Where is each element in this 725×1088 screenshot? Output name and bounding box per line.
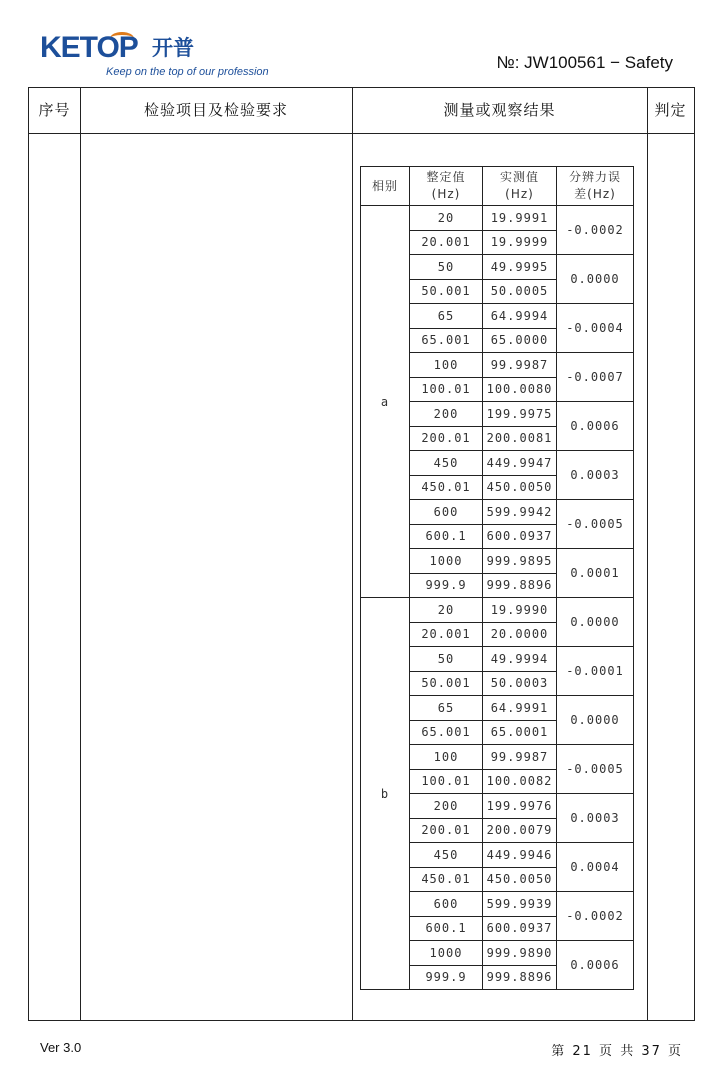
setting-value-cell: 50.001 — [410, 279, 483, 304]
setting-value-cell: 200 — [410, 794, 483, 819]
measured-value-cell: 199.9976 — [483, 794, 557, 819]
resolution-error-cell: -0.0001 — [557, 647, 634, 696]
frequency-measurement-table — [360, 166, 634, 990]
measured-value-cell: 999.8896 — [483, 965, 557, 990]
measured-value-cell: 600.0937 — [483, 916, 557, 941]
measured-value-cell: 200.0079 — [483, 818, 557, 843]
measured-value-cell: 600.0937 — [483, 524, 557, 549]
setting-value-cell: 65 — [410, 304, 483, 329]
column-header-item: 检验项目及检验要求 — [143, 101, 288, 119]
setting-value-cell: 50 — [410, 255, 483, 280]
measured-value-cell: 49.9995 — [483, 255, 557, 280]
measured-value-cell: 599.9939 — [483, 892, 557, 917]
resolution-error-cell: 0.0006 — [557, 941, 634, 990]
setting-value-cell: 65.001 — [410, 328, 483, 353]
setting-value-cell: 450 — [410, 451, 483, 476]
header-resolution-error: 分辨力误 差(Hz) — [557, 167, 634, 206]
measured-value-cell: 99.9987 — [483, 745, 557, 770]
resolution-error-cell: 0.0003 — [557, 451, 634, 500]
column-header-seq: 序号 — [38, 101, 71, 119]
resolution-error-cell: 0.0001 — [557, 549, 634, 598]
resolution-error-cell: 0.0004 — [557, 843, 634, 892]
measured-value-cell: 450.0050 — [483, 475, 557, 500]
measured-value-cell: 65.0000 — [483, 328, 557, 353]
setting-value-cell: 20 — [410, 598, 483, 623]
measured-value-cell: 199.9975 — [483, 402, 557, 427]
setting-value-cell: 450.01 — [410, 867, 483, 892]
measured-value-cell: 100.0082 — [483, 769, 557, 794]
measured-value-cell: 449.9947 — [483, 451, 557, 476]
header-phase: 相别 — [361, 167, 410, 206]
measured-value-cell: 49.9994 — [483, 647, 557, 672]
measured-value-cell: 200.0081 — [483, 426, 557, 451]
resolution-error-cell: 0.0000 — [557, 598, 634, 647]
column-header-result: 测量或观察结果 — [443, 101, 556, 119]
resolution-error-cell: 0.0003 — [557, 794, 634, 843]
measured-value-cell: 64.9991 — [483, 696, 557, 721]
table-header-row — [361, 167, 634, 206]
setting-value-cell: 50.001 — [410, 671, 483, 696]
measured-value-cell: 450.0050 — [483, 867, 557, 892]
divider-seq — [80, 88, 81, 1020]
logo-slogan: Keep on the top of our profession — [106, 66, 269, 78]
table-row — [361, 598, 634, 623]
setting-value-cell: 65.001 — [410, 720, 483, 745]
measured-value-cell: 19.9990 — [483, 598, 557, 623]
measured-value-cell: 65.0001 — [483, 720, 557, 745]
table-row — [361, 206, 634, 231]
measured-value-cell: 19.9991 — [483, 206, 557, 231]
setting-value-cell: 20 — [410, 206, 483, 231]
setting-value-cell: 100.01 — [410, 769, 483, 794]
phase-cell: a — [361, 206, 410, 598]
setting-value-cell: 100 — [410, 745, 483, 770]
setting-value-cell: 450 — [410, 843, 483, 868]
setting-value-cell: 1000 — [410, 549, 483, 574]
measured-value-cell: 19.9999 — [483, 230, 557, 255]
setting-value-cell: 999.9 — [410, 573, 483, 598]
header-divider — [29, 133, 694, 134]
resolution-error-cell: -0.0004 — [557, 304, 634, 353]
setting-value-cell: 450.01 — [410, 475, 483, 500]
measured-value-cell: 50.0003 — [483, 671, 557, 696]
version-label: Ver 3.0 — [40, 1040, 82, 1055]
setting-value-cell: 20.001 — [410, 230, 483, 255]
divider-item — [352, 88, 353, 1020]
measured-value-cell: 999.9895 — [483, 549, 557, 574]
setting-value-cell: 999.9 — [410, 965, 483, 990]
setting-value-cell: 65 — [410, 696, 483, 721]
resolution-error-cell: -0.0002 — [557, 892, 634, 941]
measured-value-cell: 999.9890 — [483, 941, 557, 966]
measured-value-cell: 599.9942 — [483, 500, 557, 525]
setting-value-cell: 600.1 — [410, 916, 483, 941]
resolution-error-cell: -0.0002 — [557, 206, 634, 255]
measured-value-cell: 100.0080 — [483, 377, 557, 402]
setting-value-cell: 200.01 — [410, 426, 483, 451]
header-measured-value: 实测值 (Hz) — [483, 167, 557, 206]
setting-value-cell: 50 — [410, 647, 483, 672]
setting-value-cell: 20.001 — [410, 622, 483, 647]
setting-value-cell: 100 — [410, 353, 483, 378]
logo-chinese-name: 开普 — [152, 36, 194, 60]
setting-value-cell: 1000 — [410, 941, 483, 966]
setting-value-cell: 200.01 — [410, 818, 483, 843]
setting-value-cell: 600 — [410, 500, 483, 525]
resolution-error-cell: -0.0005 — [557, 745, 634, 794]
page-number: 第 21 页 共 37 页 — [551, 1044, 683, 1059]
resolution-error-cell: 0.0006 — [557, 402, 634, 451]
document-number: №: JW100561 − Safety — [496, 53, 673, 72]
resolution-error-cell: 0.0000 — [557, 255, 634, 304]
header-setting-value: 整定值 (Hz) — [410, 167, 483, 206]
measured-value-cell: 999.8896 — [483, 573, 557, 598]
resolution-error-cell: -0.0007 — [557, 353, 634, 402]
measured-value-cell: 50.0005 — [483, 279, 557, 304]
measured-value-cell: 20.0000 — [483, 622, 557, 647]
divider-result — [647, 88, 648, 1020]
column-header-judge: 判定 — [654, 101, 687, 119]
setting-value-cell: 200 — [410, 402, 483, 427]
measured-value-cell: 99.9987 — [483, 353, 557, 378]
resolution-error-cell: -0.0005 — [557, 500, 634, 549]
logo-wordmark: KETOP — [40, 31, 138, 64]
phase-cell: b — [361, 598, 410, 990]
measured-value-cell: 64.9994 — [483, 304, 557, 329]
setting-value-cell: 600.1 — [410, 524, 483, 549]
resolution-error-cell: 0.0000 — [557, 696, 634, 745]
setting-value-cell: 600 — [410, 892, 483, 917]
measured-value-cell: 449.9946 — [483, 843, 557, 868]
setting-value-cell: 100.01 — [410, 377, 483, 402]
